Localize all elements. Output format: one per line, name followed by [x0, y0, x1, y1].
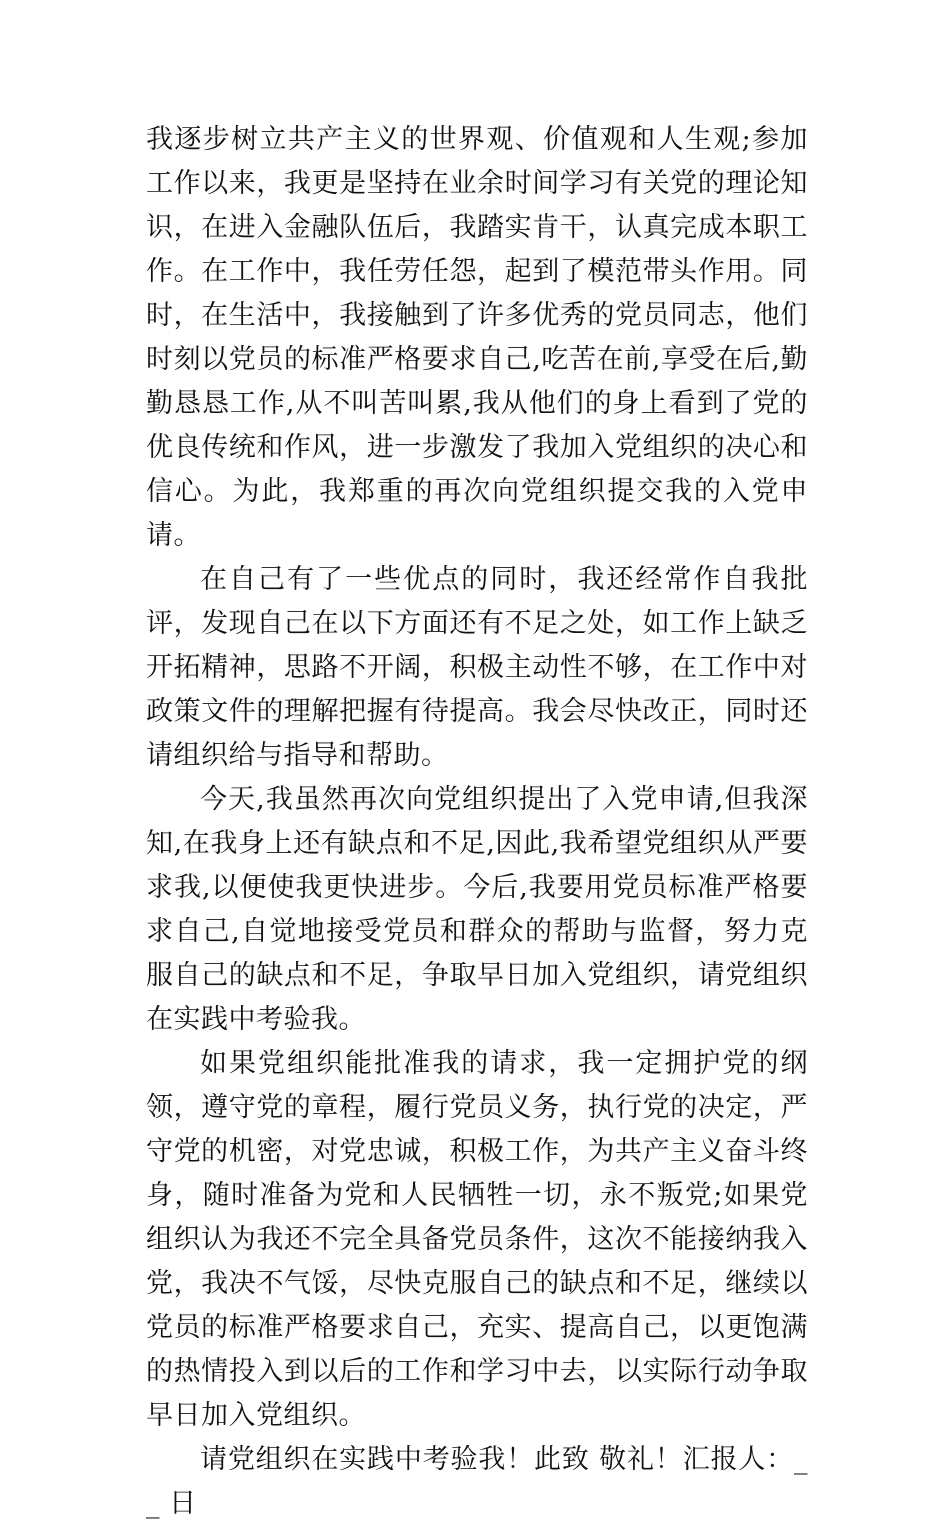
paragraph-4: 如果党组织能批准我的请求，我一定拥护党的纲领，遵守党的章程，履行党员义务，执行党的决定，严守党的机密，对党忠诚，积极工作，为共产主义奋斗终身，随时准备为党和人民牺牲一切，永不叛党;如果党组织认为我还不完全具备党员条件，这次不能接纳我入党，我决不气馁，尽快克服自己的缺点和不足，继续以党员的标准严格要求自己，充实、提高自己，以更饱满的热情投入到以后的工作和学习中去，以实际行动争取早日加入党组织。 [146, 1048, 808, 1431]
paragraph-3: 今天,我虽然再次向党组织提出了入党申请,但我深知,在我身上还有缺点和不足,因此,我希望党组织从严要求我,以便使我更快进步。今后,我要用党员标准严格要求自己,自觉地接受党员和群众的帮助与监督，努力克服自己的缺点和不足，争取早日加入党组织，请党组织在实践中考验我。 [146, 784, 808, 1035]
paragraph-1: 我逐步树立共产主义的世界观、价值观和人生观;参加工作以来，我更是坚持在业余时间学习有关党的理论知识，在进入金融队伍后，我踏实肯干，认真完成本职工作。在工作中，我任劳任怨，起到了模范带头作用。同时，在生活中，我接触到了许多优秀的党员同志，他们时刻以党员的标准严格要求自己,吃苦在前,享受在后,勤勤恳恳工作,从不叫苦叫累,我从他们的身上看到了党的优良传统和作风，进一步激发了我加入党组织的决心和信心。为此，我郑重的再次向党组织提交我的入党申请。 [146, 124, 808, 551]
paragraph-2: 在自己有了一些优点的同时，我还经常作自我批评，发现自己在以下方面还有不足之处，如工作上缺乏开拓精神，思路不开阔，积极主动性不够，在工作中对政策文件的理解把握有待提高。我会尽快改正，同时还请组织给与指导和帮助。 [146, 564, 808, 771]
paragraph-5: 请党组织在实践中考验我！此致 敬礼！汇报人：__ 日 [146, 1444, 808, 1519]
document-body [146, 118, 808, 1526]
